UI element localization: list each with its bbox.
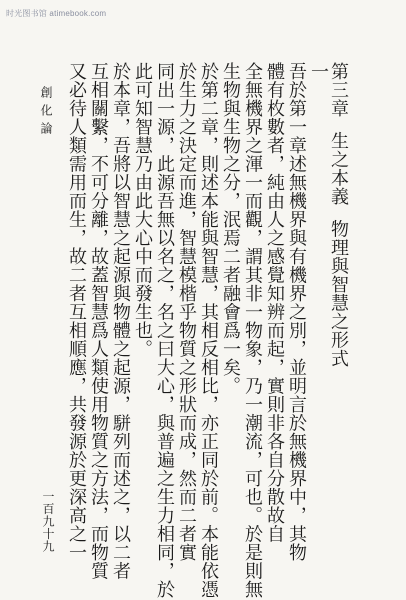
text-column: 又必待人類需用而生，故二者互相順應，共發源於更深高之一 xyxy=(66,62,87,562)
watermark: 时光图书馆 atimebook.com xyxy=(6,9,107,18)
text-column: 於第二章，則述本能與智慧，其相反相比，亦正同於前。本能依憑 xyxy=(198,62,219,599)
book-title-label: 創化論 xyxy=(39,86,53,140)
text-column: 於本章，吾將以智慧之起源與物體之起源，駢列而述之，以二者 xyxy=(110,62,131,580)
chapter-number: 第三章 xyxy=(328,62,349,118)
chapter-heading xyxy=(329,62,347,368)
text-column: 體有枚數者，純由人之感覺知辨而起，實則非各自分散故自 xyxy=(264,62,285,543)
text-column: 於生力之決定而進，智慧模楷乎物質之形狀而成，然而二者實 xyxy=(176,62,197,562)
text-column: 吾於第一章述無機界與有機界之別，並明言於無機界中，其物 xyxy=(286,62,307,562)
text-column: 全無機界之渾一而觀，謂其非一物象，乃一潮流，可也。於是則無 xyxy=(242,62,263,599)
page-number: 一百九十九 xyxy=(41,490,55,553)
text-column: 生物與生物之分，泯焉二者融會爲一矣。 xyxy=(220,62,241,395)
chapter-subtitle: 物理與智慧之形式 xyxy=(328,219,349,368)
chapter-title: 生之本義 xyxy=(328,131,349,206)
section-number: 一 xyxy=(308,62,329,81)
text-column: 同出一源，此源吾無以名之，名之曰大心，與普遍之生力相同，於 xyxy=(154,62,175,599)
text-column: 互相關繫，不可分離，故蓋智慧爲人類使用物質之方法，而物質 xyxy=(88,62,109,580)
text-column: 此可知智慧乃由此大心中而發生也。 xyxy=(132,62,153,358)
